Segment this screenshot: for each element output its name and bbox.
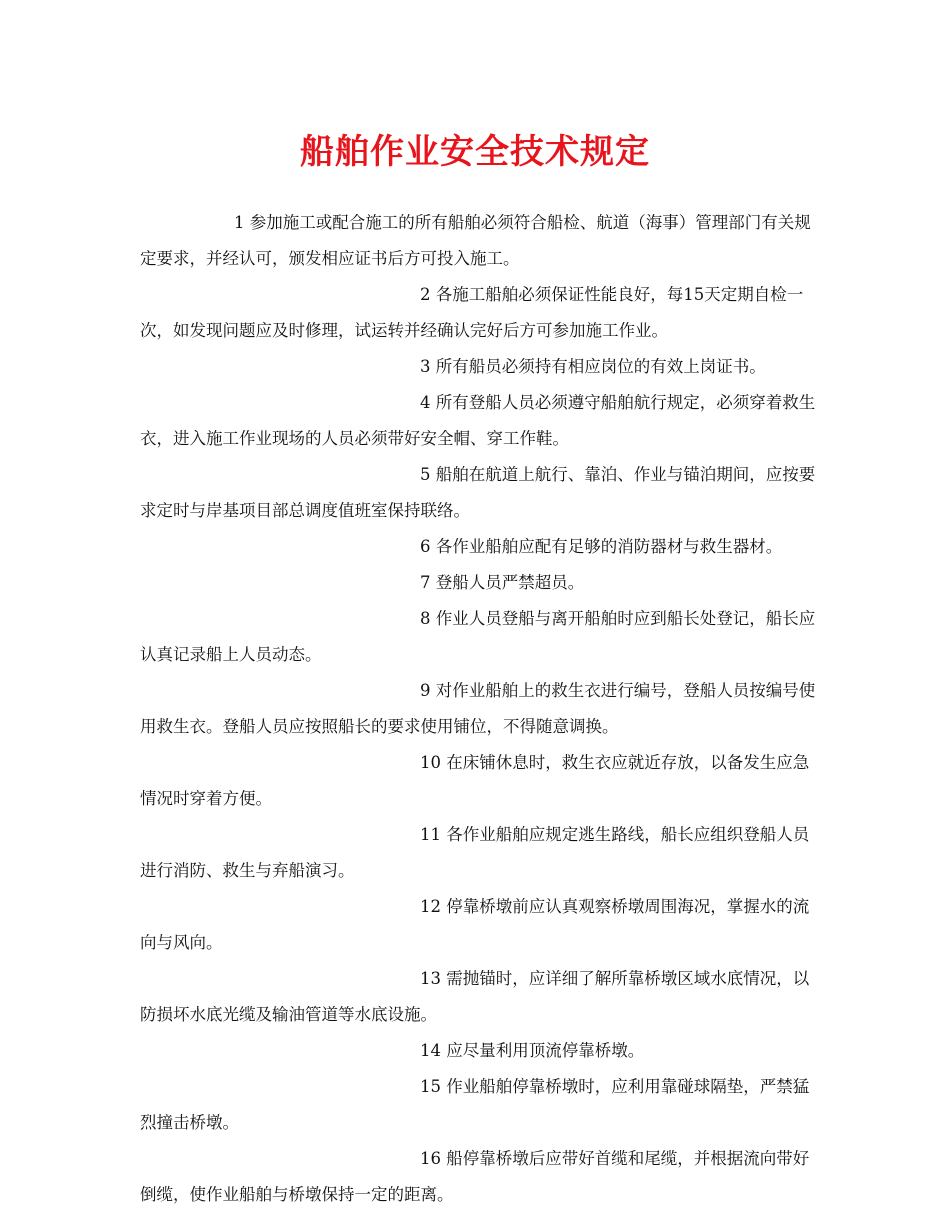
item-number: 15 [420, 1077, 441, 1096]
item-text: 各作业船舶应规定逃生路线，船长应组织登船人员进行消防、救生与弃船演习。 [140, 825, 810, 880]
item-text: 停靠桥墩前应认真观察桥墩周围海况，掌握水的流向与风向。 [140, 897, 810, 952]
item-text: 各施工船舶必须保证性能良好，每15天定期自检一次，如发现问题应及时修理，试运转并经确认完好后方可参加施工作业。 [140, 285, 804, 340]
list-item [140, 1141, 822, 1213]
item-number: 16 [420, 1149, 441, 1168]
list-item [140, 457, 822, 529]
item-text: 作业人员登船与离开船舶时应到船长处登记，船长应认真记录船上人员动态。 [140, 609, 816, 664]
list-item [140, 205, 822, 277]
item-number: 12 [420, 897, 441, 916]
item-number: 5 [420, 465, 431, 484]
list-item [140, 1069, 822, 1141]
item-number: 13 [420, 969, 441, 988]
list-item [140, 565, 822, 601]
item-text: 船舶在航道上航行、靠泊、作业与锚泊期间，应按要求定时与岸基项目部总调度值班室保持联络。 [140, 465, 816, 520]
list-item [140, 961, 822, 1033]
item-text: 应尽量利用顶流停靠桥墩。 [446, 1041, 645, 1060]
item-number: 8 [420, 609, 431, 628]
list-item [140, 277, 822, 349]
list-item [140, 673, 822, 745]
item-text: 所有船员必须持有相应岗位的有效上岗证书。 [435, 357, 766, 376]
item-text: 各作业船舶应配有足够的消防器材与救生器材。 [435, 537, 783, 556]
list-item [140, 601, 822, 673]
document-title: 船舶作业安全技术规定 [300, 132, 650, 172]
item-text: 船停靠桥墩后应带好首缆和尾缆，并根据流向带好倒缆，使作业船舶与桥墩保持一定的距离。 [140, 1149, 810, 1204]
list-item [140, 529, 822, 565]
list-item [140, 349, 822, 385]
document-body [140, 205, 822, 1213]
item-number: 10 [420, 753, 441, 772]
list-item [140, 889, 822, 961]
item-text: 所有登船人员必须遵守船舶航行规定，必须穿着救生衣，进入施工作业现场的人员必须带好安全帽、穿工作鞋。 [140, 393, 816, 448]
item-number: 3 [420, 357, 431, 376]
item-text: 在床铺休息时，救生衣应就近存放，以备发生应急情况时穿着方便。 [140, 753, 810, 808]
item-text: 需抛锚时，应详细了解所靠桥墩区域水底情况，以防损坏水底光缆及输油管道等水底设施。 [140, 969, 810, 1024]
item-text: 对作业船舶上的救生衣进行编号，登船人员按编号使用救生衣。登船人员应按照船长的要求使用铺位，不得随意调换。 [140, 681, 816, 736]
item-text: 作业船舶停靠桥墩时，应利用靠碰球隔垫，严禁猛烈撞击桥墩。 [140, 1077, 810, 1132]
item-text: 参加施工或配合施工的所有船舶必须符合船检、航道（海事）管理部门有关规定要求，并经认可，颁发相应证书后方可投入施工。 [140, 213, 811, 268]
item-text: 登船人员严禁超员。 [435, 573, 585, 592]
item-number: 1 [234, 213, 245, 232]
item-number: 6 [420, 537, 431, 556]
list-item [140, 385, 822, 457]
item-number: 7 [420, 573, 431, 592]
item-number: 14 [420, 1041, 441, 1060]
list-item [140, 1033, 822, 1069]
list-item [140, 745, 822, 817]
item-number: 4 [420, 393, 431, 412]
item-number: 2 [420, 285, 431, 304]
item-number: 11 [420, 825, 441, 844]
list-item [140, 817, 822, 889]
item-number: 9 [420, 681, 431, 700]
